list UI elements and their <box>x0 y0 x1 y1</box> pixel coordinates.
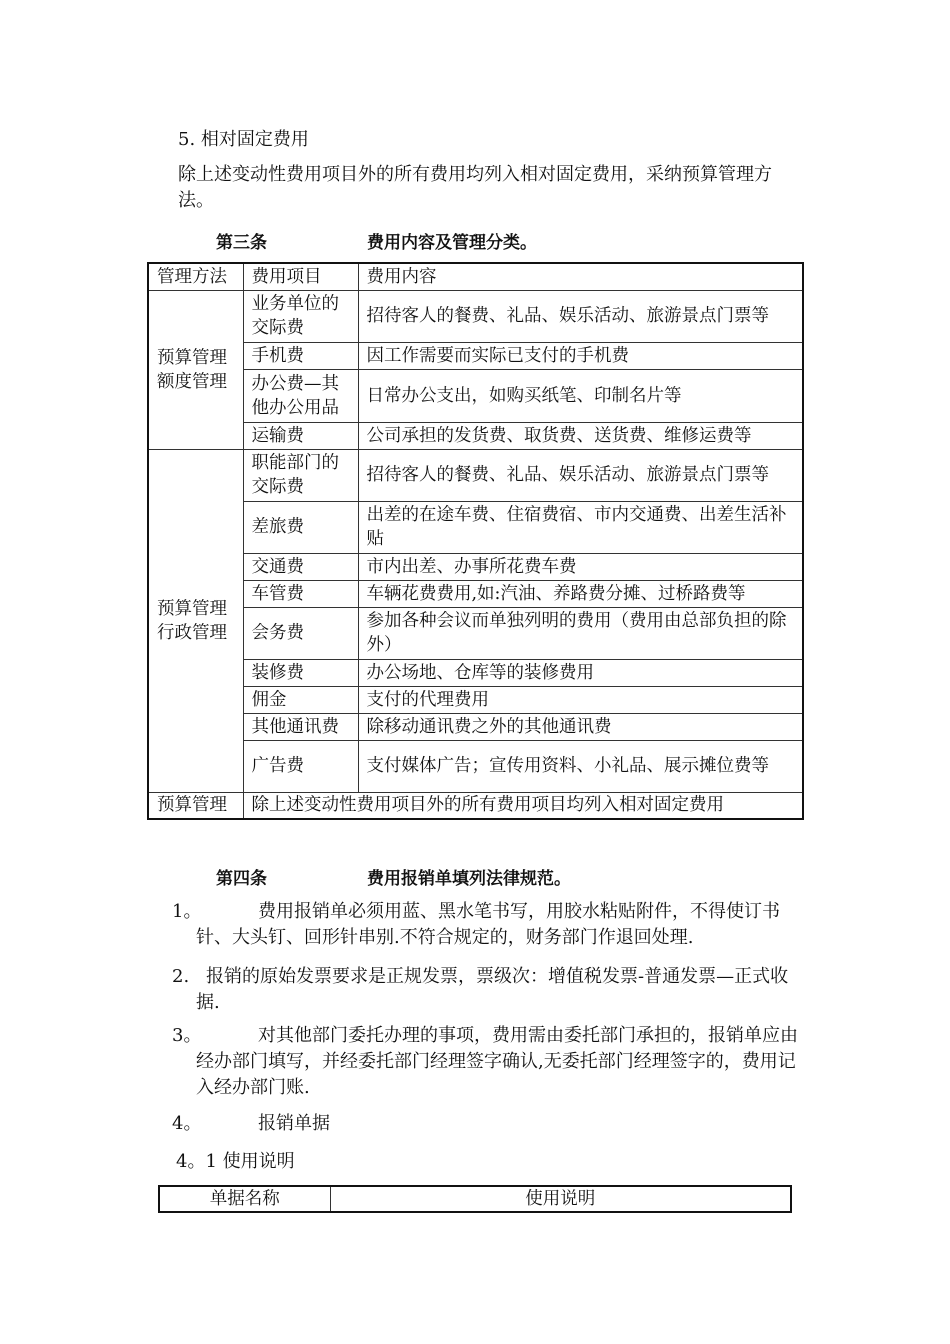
content-cell: 日常办公支出，如购买纸笔、印制名片等 <box>358 369 803 422</box>
expense-classification-table <box>147 262 804 820</box>
article-title: 费用报销单填列法律规范。 <box>367 869 571 889</box>
rule-text: 报销的原始发票要求是正规发票，票级次：增值税发票-普通发票—正式收据. <box>196 966 789 1013</box>
header-cell: 费用内容 <box>358 263 803 290</box>
article-number: 第四条 <box>216 869 267 889</box>
content-cell: 参加各种会议而单独列明的费用（费用由总部负担的除外） <box>358 607 803 659</box>
rule-number: 1。 <box>172 901 202 922</box>
item-cell: 广告费 <box>243 740 358 792</box>
content-cell: 招待客人的餐费、礼品、娱乐活动、旅游景点门票等 <box>358 449 803 501</box>
content-cell: 招待客人的餐费、礼品、娱乐活动、旅游景点门票等 <box>358 290 803 342</box>
item-cell: 装修费 <box>243 659 358 686</box>
header-cell: 单据名称 <box>159 1186 330 1212</box>
content-cell: 公司承担的发货费、取货费、送货费、维修运费等 <box>358 422 803 449</box>
method-cell: 预算管理行政管理 <box>148 449 243 792</box>
content-cell: 出差的在途车费、住宿费宿、市内交通费、出差生活补贴 <box>358 501 803 553</box>
section-body: 除上述变动性费用项目外的所有费用均列入相对固定费用，采纳预算管理方法。 <box>178 164 772 211</box>
item-cell: 办公费—其他办公用品 <box>243 369 358 422</box>
content-cell: 市内出差、办事所花费车费 <box>358 553 803 580</box>
article-number: 第三条 <box>216 233 267 253</box>
header-cell: 管理方法 <box>148 263 243 290</box>
item-cell: 业务单位的交际费 <box>243 290 358 342</box>
item-cell: 佣金 <box>243 686 358 713</box>
item-cell: 交通费 <box>243 553 358 580</box>
item-cell: 其他通讯费 <box>243 713 358 740</box>
method-cell: 预算管理额度管理 <box>148 290 243 449</box>
content-cell: 除上述变动性费用项目外的所有费用项目均列入相对固定费用 <box>243 792 803 819</box>
header-cell: 使用说明 <box>330 1186 791 1212</box>
content-cell: 因工作需要而实际已支付的手机费 <box>358 342 803 369</box>
rule-number: 4。 <box>172 1113 202 1134</box>
method-cell: 预算管理 <box>148 792 243 819</box>
content-cell: 办公场地、仓库等的装修费用 <box>358 659 803 686</box>
content-cell: 除移动通讯费之外的其他通讯费 <box>358 713 803 740</box>
content-cell: 支付媒体广告；宣传用资料、小礼品、展示摊位费等 <box>358 740 803 792</box>
rule-number: 2. <box>172 966 190 987</box>
rule-number: 3。 <box>172 1025 202 1046</box>
item-cell: 差旅费 <box>243 501 358 553</box>
content-cell: 车辆花费费用,如:汽油、养路费分摊、过桥路费等 <box>358 580 803 607</box>
rule-text: 费用报销单必须用蓝、黑水笔书写，用胶水粘贴附件，不得使订书针、大头钉、回形针串别.不符合规定的，财务部门作退回处理. <box>196 901 780 948</box>
item-cell: 会务费 <box>243 607 358 659</box>
voucher-table <box>158 1185 792 1213</box>
item-cell: 车管费 <box>243 580 358 607</box>
item-cell: 运输费 <box>243 422 358 449</box>
item-cell: 职能部门的交际费 <box>243 449 358 501</box>
rule-text: 对其他部门委托办理的事项，费用需由委托部门承担的，报销单应由经办部门填写，并经委托部门经理签字确认,无委托部门经理签字的，费用记入经办部门账. <box>196 1025 798 1098</box>
rule-text: 报销单据 <box>258 1113 330 1134</box>
item-cell: 手机费 <box>243 342 358 369</box>
subsection-heading: 4。1 使用说明 <box>176 1151 295 1172</box>
section-heading: 5. 相对固定费用 <box>178 129 309 150</box>
header-cell: 费用项目 <box>243 263 358 290</box>
article-title: 费用内容及管理分类。 <box>367 233 537 253</box>
content-cell: 支付的代理费用 <box>358 686 803 713</box>
